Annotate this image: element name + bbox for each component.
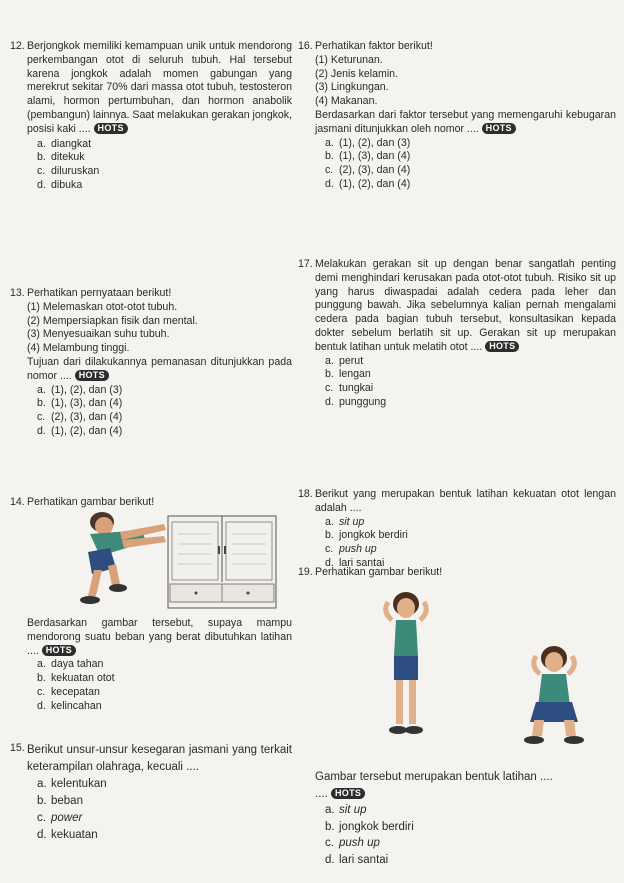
- question-text: Berikut unsur-unsur kesegaran jasmani yang terkait keterampilan olahraga, kecuali ....: [27, 744, 292, 773]
- option-d[interactable]: d. punggung: [325, 395, 387, 408]
- question-14: [10, 496, 292, 510]
- question-number: 19.: [298, 566, 313, 578]
- question-text: Tujuan dari dilakukannya pemanasan ditunjukkan pada nomor ....: [27, 355, 292, 382]
- option-d[interactable]: d. dibuka: [37, 178, 83, 191]
- factor-3: (3) Lingkungan.: [315, 81, 389, 94]
- question-19: [298, 566, 616, 580]
- option-d[interactable]: d. lari santai: [325, 853, 389, 866]
- option-a[interactable]: a. sit up: [325, 515, 365, 528]
- option-c[interactable]: c. (2), (3), dan (4): [37, 411, 123, 424]
- statement-2: (2) Mempersiapkan fisik dan mental.: [27, 314, 198, 327]
- question-number: 12.: [10, 40, 25, 52]
- option-a[interactable]: a. kelentukan: [37, 778, 107, 790]
- option-a[interactable]: a. (1), (2), dan (3): [325, 136, 411, 149]
- question-text: Berjongkok memiliki kemampuan unik untuk mendorong perkembangan otot di seluruh tubuh. Hal tersebut karena jongkok adalah momen gabungan yang merekrut sekitar 70% dari massa otot tubuh, testosteron alami, hormon pertumbuhan, dan hormon anabolik (pembangun) lainnya. Saat melakukan gerakan jongkok, posisi kaki ....: [27, 40, 293, 135]
- option-d[interactable]: d. (1), (2), dan (4): [37, 424, 123, 437]
- option-c[interactable]: c. tungkai: [325, 382, 374, 395]
- factor-1: (1) Keturunan.: [315, 53, 383, 66]
- statement-4: (4) Melambung tinggi.: [27, 342, 130, 355]
- question-text: Gambar tersebut merupakan bentuk latihan ....: [315, 771, 553, 783]
- hots-badge: HOTS: [331, 788, 365, 799]
- option-a[interactable]: a. diangkat: [37, 137, 92, 150]
- statement-3: (3) Menyesuaikan suhu tubuh.: [27, 328, 170, 341]
- question-number: 16.: [298, 40, 313, 52]
- option-c[interactable]: c. kecepatan: [37, 685, 100, 698]
- option-b[interactable]: b. kekuatan otot: [37, 672, 115, 685]
- hots-badge: HOTS: [42, 645, 76, 656]
- question-16: [298, 40, 616, 192]
- question-text: Melakukan gerakan sit up dengan benar sangatlah penting demi menghindari kerusakan pada otot-otot tubuh. Risiko sit up yang harus diwaspadai adalah cedera pada leher dan punggung bawah. Jika sebelumnya kalian pernah mengalami cedera pada bagian tubuh tersebut, konsultasikan kepada dokter sebelum berlatih sit up. Gerakan sit up merupakan bentuk latihan untuk melatih otot ....: [315, 258, 616, 353]
- question-text: Berdasarkan dari faktor tersebut yang memengaruhi kebugaran jasmani ditunjukkan oleh nomor ....: [315, 108, 616, 135]
- option-d[interactable]: d. kelincahan: [37, 699, 102, 712]
- question-17: [298, 258, 616, 410]
- question-15: [10, 742, 292, 844]
- question-number: 18.: [298, 488, 313, 500]
- option-d[interactable]: d. (1), (2), dan (4): [325, 177, 411, 190]
- option-b[interactable]: b. beban: [37, 795, 83, 807]
- option-b[interactable]: b. (1), (3), dan (4): [37, 397, 123, 410]
- question-number: 17.: [298, 258, 313, 270]
- option-a[interactable]: a. perut: [325, 354, 364, 367]
- option-a[interactable]: a. sit up: [325, 804, 367, 816]
- option-d[interactable]: d. lari santai: [325, 556, 385, 569]
- option-b[interactable]: b. ditekuk: [37, 151, 85, 164]
- option-b[interactable]: b. jongkok berdiri: [325, 820, 414, 833]
- option-c[interactable]: c. push up: [325, 543, 377, 556]
- hots-badge: HOTS: [485, 341, 519, 352]
- question-13: [10, 287, 292, 439]
- option-c[interactable]: c. push up: [325, 837, 380, 849]
- hots-badge: HOTS: [75, 370, 109, 381]
- question-14-body: [10, 617, 292, 714]
- hots-badge: HOTS: [94, 123, 128, 134]
- squat-exercise-illustration: [358, 584, 608, 754]
- factor-2: (2) Jenis kelamin.: [315, 67, 399, 80]
- question-text: Berikut yang merupakan bentuk latihan kekuatan otot lengan adalah ....: [315, 488, 616, 514]
- statement-1: (1) Melemaskan otot-otot tubuh.: [27, 300, 178, 313]
- boy-pushing-wardrobe-illustration: [60, 512, 282, 612]
- option-b[interactable]: b. jongkok berdiri: [325, 529, 408, 542]
- question-number: 14.: [10, 496, 25, 508]
- option-c[interactable]: c. (2), (3), dan (4): [325, 164, 411, 177]
- option-b[interactable]: b. lengan: [325, 368, 371, 381]
- question-19-body: Gambar tersebut merupakan bentuk latihan .... .... HOTS a. sit up b. jongkok berdiri c. push up d. lari santai: [298, 769, 616, 868]
- question-intro: Perhatikan gambar berikut!: [27, 496, 155, 508]
- question-intro: Perhatikan pernyataan berikut!: [27, 287, 172, 299]
- question-text: Berdasarkan gambar tersebut, supaya mampu mendorong suatu beban yang berat dibutuhkan latihan ....: [27, 617, 292, 657]
- question-number: 15.: [10, 742, 25, 754]
- question-12: [10, 40, 292, 193]
- option-c[interactable]: c. power: [37, 812, 83, 824]
- option-a[interactable]: a. daya tahan: [37, 658, 104, 671]
- option-d[interactable]: d. kekuatan: [37, 829, 98, 841]
- factor-4: (4) Makanan.: [315, 95, 378, 108]
- option-c[interactable]: c. diluruskan: [37, 165, 100, 178]
- option-a[interactable]: a. (1), (2), dan (3): [37, 383, 123, 396]
- question-number: 13.: [10, 287, 25, 299]
- question-18: [298, 488, 616, 571]
- option-b[interactable]: b. (1), (3), dan (4): [325, 150, 411, 163]
- question-intro: Perhatikan gambar berikut!: [315, 566, 443, 578]
- question-intro: Perhatikan faktor berikut!: [315, 40, 433, 52]
- hots-badge: HOTS: [482, 123, 516, 134]
